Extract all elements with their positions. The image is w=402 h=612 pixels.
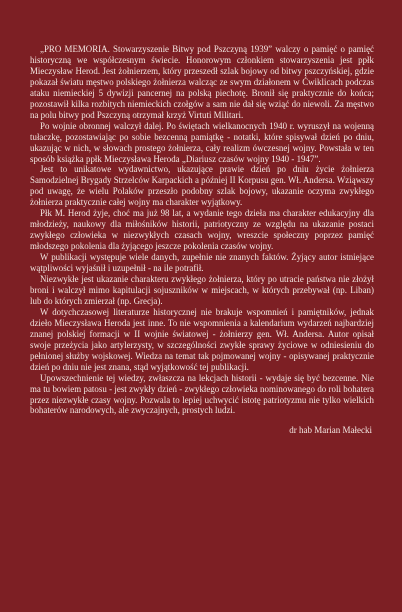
paragraph-soldier-character: Niezwykłe jest ukazanie charakteru zwykłego żołnierza, który po utracie państwa nie złożył broni i walczył mimo kapitulacji sojuszników w miejscach, w których przebywał (np. Liban) lub do których zmierzał (np. Grecja). — [30, 274, 374, 306]
body-text — [30, 44, 374, 416]
paragraph-unique-publication: Jest to unikatowe wydawnictwo, ukazujące prawie dzień po dniu życie żołnierza Samodzielnej Brygady Strzelców Karpackich a później II Korpusu gen. Wł. Andersa. Wziąwszy pod uwagę, że wielu Polaków przeszło podobny szlak bojowy, ukazanie oczyma zwykłego żołnierza praktycznie całej wojny ma charakter wyjątkowy. — [30, 164, 375, 208]
paragraph-dissemination: Upowszechnienie tej wiedzy, zwłaszcza na lekcjach historii - wydaje się być bezcenne. Nie ma tu bowiem patosu - jest zwykły dzień - zwykłego człowieka nominowanego do roli bohatera przez niezwykłe czasy wojny. Pozwala to lepiej uchwycić istotę patriotyzmu nie tylko wielkich bohaterów narodowych, ale zwyczajnych, prostych ludzi. — [30, 372, 374, 416]
paragraph-after-defensive-war: Po wojnie obronnej walczył dalej. Po świętach wielkanocnych 1940 r. wyruszył na wojenną tułaczkę, pozostawiając po sobie bezcenną pamiątkę - notatki, które spisywał dzień po dniu, ukazując w nich, w słowach prostego żołnierza, cały realizm ówczesnej wojny. Powstała w ten sposób książka ppłk Mieczysława Heroda „Diariusz czasów wojny 1940 - 1947”. — [30, 120, 374, 164]
author-signature: dr hab Marian Małecki — [289, 425, 372, 436]
paragraph-pro-memoria: „PRO MEMORIA. Stowarzyszenie Bitwy pod Pszczyną 1939” walczy o pamięć o pamięć historyczną we współczesnym świecie. Honorowym członkiem stowarzyszenia jest ppłk Mieczysław Herod. Jest żołnierzem, który przeszedł szlak bojowy od bitwy pszczyńskiej, gdzie pokazał światu męstwo polskiego żołnierza walcząc ze swym działonem w Ćwiklicach podczas ataku niemieckiej 5 dywizji pancernej na polską piechotę. Bronił się praktycznie do końca; pozostawił kilka rozbitych niemieckich czołgów a sam nie dał się wziąć do niewoli. Za męstwo na polu bitwy pod Pszczyną otrzymał krzyż Virtuti Militari. — [30, 44, 374, 120]
paragraph-unknown-facts: W publikacji występuje wiele danych, zupełnie nie znanych faktów. Żyjący autor istniejące wątpliwości wyjaśnił i uzupełnił - na ile potrafił. — [30, 252, 374, 274]
paragraph-historical-literature: W dotychczasowej literaturze historycznej nie brakuje wspomnień i pamiętników, jednak dzieło Mieczysława Heroda jest inne. To nie wspomnienia a kalendarium wydarzeń najbardziej znanej polskiej formacji w II wojnie światowej - żołnierzy gen. Wł. Andersa. Autor opisał swoje przeżycia jako artylerzysty, w szczególności zwykłe sprawy życiowe w odniesieniu do pełnionej służby wojskowej. Wiedza na temat tak pojmowanej wojny - opisywanej praktycznie dzień po dniu nie jest znana, stąd wyjątkowość tej publikacji. — [30, 306, 374, 372]
paragraph-colonel-herod: Płk M. Herod żyje, choć ma już 98 lat, a wydanie tego dzieła ma charakter edukacyjny dla młodzieży, naukowy dla miłośników historii, patriotyczny ze względu na ukazanie postaci zwykłego człowieka w niezwykłych czasach wojny, wreszcie społeczny poprzez pamięć młodszego pokolenia dla żyjącego jeszcze pokolenia czasów wojny. — [30, 208, 374, 252]
